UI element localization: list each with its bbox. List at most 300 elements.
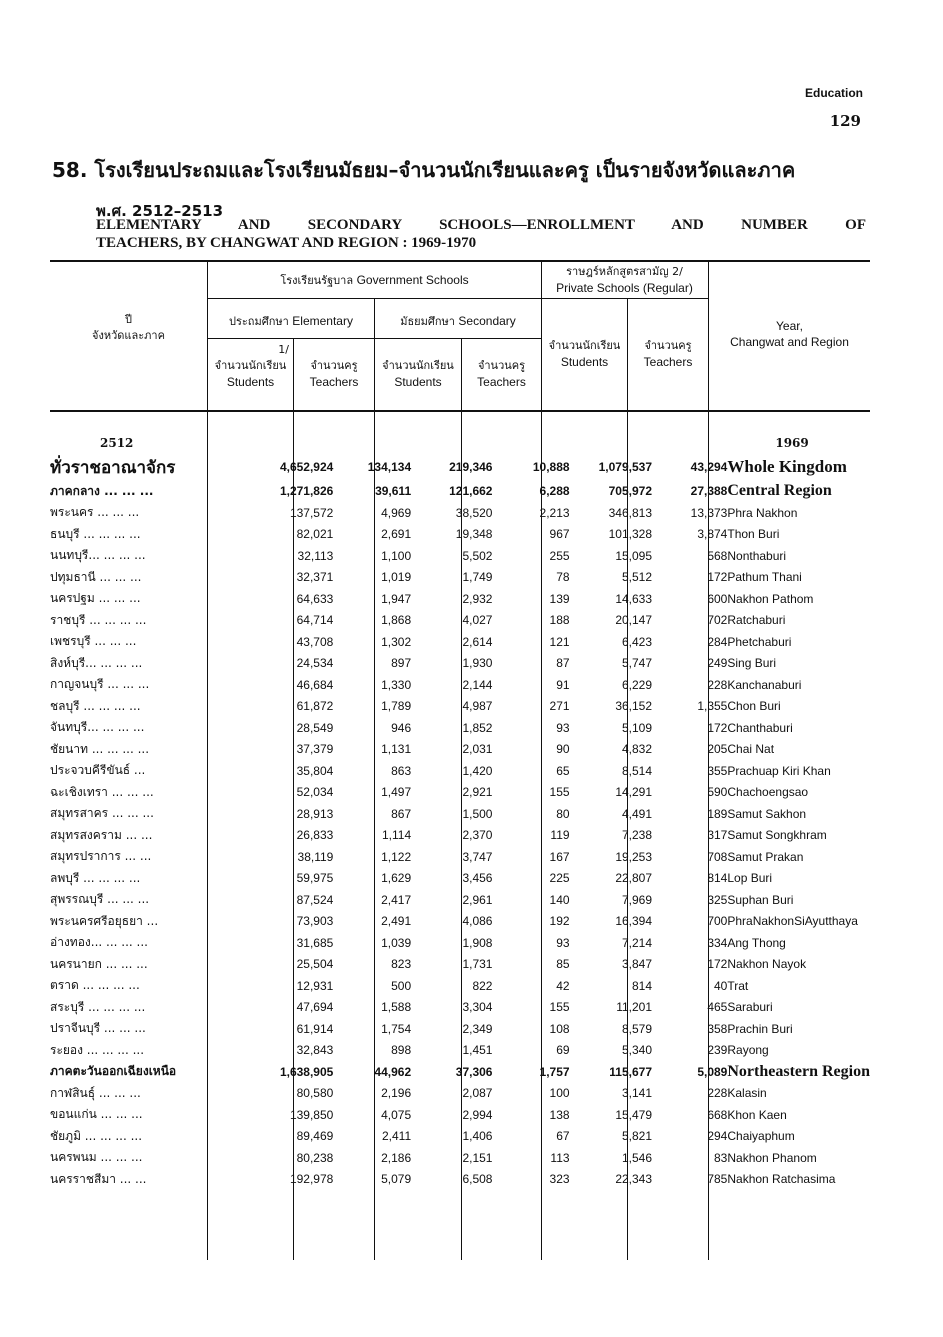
cell-value: 1,497	[381, 785, 412, 800]
cell-value: 3,456	[462, 871, 493, 886]
row-label-thai: สุพรรณบุรี ... ... ...	[50, 892, 150, 907]
table-row	[50, 911, 870, 933]
row-label-thai: สิงห์บุรี... ... ... ...	[50, 655, 143, 670]
cell-value: 1,546	[621, 1150, 653, 1165]
cell-value: 5,512	[621, 570, 653, 585]
cell-value: 1,131	[381, 742, 412, 757]
cell-value: 2,370	[462, 828, 493, 843]
cell-value: 5,340	[621, 1043, 653, 1058]
row-label-english: Rayong	[727, 1043, 769, 1058]
row-label-thai: สมุทรสงคราม ... ...	[50, 827, 153, 842]
header-students-en: Students	[394, 375, 442, 389]
header-private-students	[542, 338, 627, 370]
cell-value: 39,611	[375, 484, 412, 499]
cell-value: 32,371	[296, 570, 334, 585]
row-label-thai: นนทบุรี... ... ... ...	[50, 548, 146, 563]
table-row	[50, 1083, 870, 1105]
table-row	[50, 1018, 870, 1040]
row-label-thai: เพชรบุรี ... ... ...	[50, 634, 137, 649]
private-group-rule	[541, 298, 709, 299]
table-row	[50, 545, 870, 567]
cell-value: 2,921	[462, 785, 493, 800]
cell-value: 138	[549, 1107, 570, 1122]
cell-value: 3,141	[621, 1086, 653, 1101]
cell-value: 28,913	[296, 806, 334, 821]
row-label-thai: ระยอง ... ... ... ...	[50, 1042, 145, 1057]
header-left-thai: ปี	[125, 313, 132, 326]
cell-value: 8,579	[621, 1021, 653, 1036]
cell-value: 28,549	[296, 720, 334, 735]
header-elem-teachers	[294, 358, 374, 390]
row-label-english: Phetchaburi	[727, 634, 792, 649]
row-label-thai: พระนครศรีอยุธยา ...	[50, 913, 159, 928]
cell-value: 1,754	[381, 1021, 412, 1036]
table-row	[50, 1061, 870, 1083]
header-students-thai: จำนวนนักเรียน	[548, 339, 621, 352]
table-row	[50, 524, 870, 546]
cell-value: 44,962	[374, 1064, 412, 1079]
cell-value: 64,714	[296, 613, 334, 628]
cell-value: 69	[556, 1043, 570, 1058]
row-label-thai: สมุทรสาคร ... ... ...	[50, 806, 154, 821]
table-row	[50, 1104, 870, 1126]
table-title-english-line1: ELEMENTARY AND SECONDARY SCHOOLS—ENROLLMENT AND NUMBER OF	[96, 217, 866, 233]
cell-value: 22,807	[615, 871, 653, 886]
row-label-english: Trat	[727, 978, 749, 993]
page-number: 129	[829, 112, 861, 130]
cell-value: 3,747	[462, 849, 493, 864]
row-label-thai: ชัยภูมิ ... ... ... ...	[50, 1128, 143, 1143]
cell-value: 1,757	[539, 1064, 570, 1079]
header-secondary-thai: มัธยมศึกษา	[400, 315, 455, 328]
cell-value: 24,534	[296, 656, 334, 671]
cell-value: 2,491	[381, 914, 412, 929]
cell-value: 14,291	[615, 785, 653, 800]
header-secondary-en: Secondary	[458, 314, 516, 328]
cell-value: 100	[549, 1086, 570, 1101]
cell-value: 172	[707, 570, 728, 585]
table-row	[50, 739, 870, 761]
table-row	[50, 846, 870, 868]
cell-value: 2,151	[462, 1150, 493, 1165]
cell-value: 1,079,537	[598, 460, 653, 474]
table-row	[50, 481, 870, 503]
cell-value: 1,406	[462, 1129, 493, 1144]
cell-value: 2,932	[462, 591, 493, 606]
cell-value: 228	[707, 677, 728, 692]
row-label-thai: ขอนแก่น ... ... ...	[50, 1107, 143, 1122]
header-elementary-en: Elementary	[292, 314, 353, 328]
row-label-thai: ฉะเชิงเทรา ... ... ...	[50, 784, 154, 799]
cell-value: 2,411	[381, 1129, 412, 1144]
cell-value: 1,019	[381, 570, 412, 585]
header-teachers-thai: จำนวนครู	[477, 359, 526, 372]
table-row	[50, 696, 870, 718]
row-label-english: Lop Buri	[727, 871, 773, 886]
row-label-english: Prachuap Kiri Khan	[727, 763, 831, 778]
cell-value: 19,348	[455, 527, 493, 542]
table-row	[50, 760, 870, 782]
cell-value: 32,113	[297, 548, 334, 563]
cell-value: 37,379	[296, 742, 334, 757]
table-row	[50, 1147, 870, 1169]
header-bottom-rule	[50, 410, 870, 412]
cell-value: 1,908	[462, 935, 493, 950]
cell-value: 1,852	[462, 720, 493, 735]
row-label-english: Nakhon Pathom	[727, 591, 814, 606]
header-students-en: Students	[560, 355, 609, 369]
cell-value: 205	[707, 742, 728, 757]
cell-value: 73,903	[296, 914, 334, 929]
cell-value: 6,288	[539, 484, 570, 499]
cell-value: 15,479	[615, 1107, 653, 1122]
cell-value: 38,119	[297, 849, 334, 864]
header-left-thai2: จังหวัดและภาค	[92, 329, 165, 342]
table-row	[50, 825, 870, 847]
row-label-thai: สมุทรปราการ ... ...	[50, 849, 152, 864]
cell-value: 80,238	[296, 1150, 334, 1165]
row-label-english: Chaiyaphum	[727, 1129, 795, 1144]
cell-value: 172	[707, 957, 728, 972]
cell-value: 814	[707, 871, 728, 886]
cell-value: 6,508	[462, 1172, 493, 1187]
cell-value: 192	[549, 914, 570, 929]
table-title-english-line2: TEACHERS, BY CHANGWAT AND REGION : 1969-1970	[96, 235, 477, 251]
cell-value: 822	[472, 978, 493, 993]
table-row	[50, 803, 870, 825]
cell-value: 1,868	[381, 613, 412, 628]
row-label-thai: ภาคตะวันออกเฉียงเหนือ	[50, 1064, 177, 1079]
cell-value: 167	[549, 849, 570, 864]
cell-value: 15,095	[615, 548, 653, 563]
cell-value: 1,638,905	[279, 1064, 334, 1079]
cell-value: 465	[707, 1000, 728, 1015]
table-title-thai: 58. โรงเรียนประถมและโรงเรียนมัธยม–จำนวนนักเรียนและครู เป็นรายจังหวัดและภาค	[52, 158, 796, 182]
header-elem-students	[208, 342, 293, 390]
cell-value: 27,388	[690, 484, 728, 499]
cell-value: 1,731	[462, 957, 493, 972]
row-label-english: Nonthaburi	[727, 548, 787, 563]
cell-value: 1,947	[381, 591, 412, 606]
cell-value: 192,978	[289, 1172, 334, 1187]
cell-value: 4,969	[381, 505, 412, 520]
table-row	[50, 454, 870, 481]
cell-value: 3,874	[697, 527, 728, 542]
cell-value: 1,629	[381, 871, 412, 886]
header-students-thai: จำนวนนักเรียน	[214, 359, 287, 372]
row-label-english: Chachoengsao	[727, 785, 809, 800]
cell-value: 334	[707, 935, 728, 950]
cell-value: 52,034	[296, 785, 334, 800]
cell-value: 61,914	[296, 1021, 334, 1036]
cell-value: 317	[707, 828, 728, 843]
cell-value: 897	[391, 656, 412, 671]
row-label-english: Whole Kingdom	[727, 457, 847, 476]
cell-value: 91	[556, 677, 570, 692]
header-left	[50, 312, 207, 344]
cell-value: 700	[707, 914, 728, 929]
row-label-english: Central Region	[727, 482, 832, 500]
row-label-english: Chon Buri	[727, 699, 781, 714]
cell-value: 172	[707, 720, 728, 735]
cell-value: 26,833	[296, 828, 334, 843]
header-private-en: Private Schools (Regular)	[556, 281, 693, 295]
cell-value: 219,346	[449, 460, 493, 474]
cell-value: 85	[556, 957, 570, 972]
table-row	[50, 932, 870, 954]
cell-value: 139	[549, 591, 570, 606]
row-label-thai: ราชบุรี ... ... ... ...	[50, 612, 147, 627]
cell-value: 1,500	[462, 806, 493, 821]
cell-value: 4,027	[462, 613, 493, 628]
cell-value: 82,021	[296, 527, 334, 542]
cell-value: 3,847	[621, 957, 653, 972]
header-sec-teachers	[462, 358, 541, 390]
cell-value: 814	[631, 978, 653, 993]
cell-value: 80,580	[296, 1086, 334, 1101]
cell-value: 1,789	[381, 699, 412, 714]
table-row	[50, 1040, 870, 1062]
cell-value: 87,524	[296, 892, 334, 907]
cell-value: 32,843	[296, 1043, 334, 1058]
data-table-body	[50, 432, 870, 1190]
header-right-changwat: Changwat and Region	[730, 335, 849, 349]
cell-value: 1,420	[462, 763, 493, 778]
cell-value: 284	[707, 634, 728, 649]
year-en: 1969	[775, 435, 809, 450]
cell-value: 228	[707, 1086, 728, 1101]
row-label-english: Samut Songkhram	[727, 828, 827, 843]
row-label-thai: ตราด ... ... ... ...	[50, 978, 140, 993]
cell-value: 6,423	[621, 634, 653, 649]
row-label-thai: ธนบุรี ... ... ... ...	[50, 526, 141, 541]
year-thai: 2512	[100, 435, 134, 450]
header-teachers-en: Teachers	[643, 355, 693, 369]
year-row	[50, 432, 870, 454]
row-label-english: Thon Buri	[727, 527, 780, 542]
row-label-thai: ภาคกลาง ... ... ...	[50, 483, 154, 498]
cell-value: 38,520	[455, 505, 493, 520]
cell-value: 4,652,924	[279, 460, 334, 474]
cell-value: 2,691	[381, 527, 412, 542]
header-teachers-thai: จำนวนครู	[310, 359, 358, 372]
cell-value: 2,213	[539, 505, 570, 520]
cell-value: 1,930	[462, 656, 493, 671]
row-label-english: Suphan Buri	[727, 892, 794, 907]
cell-value: 1,100	[381, 548, 412, 563]
cell-value: 7,214	[621, 935, 653, 950]
cell-value: 13,373	[690, 505, 728, 520]
cell-value: 64,633	[296, 591, 334, 606]
data-table	[50, 432, 870, 1190]
cell-value: 59,975	[296, 871, 334, 886]
cell-value: 5,502	[462, 548, 493, 563]
cell-value: 4,075	[381, 1107, 412, 1122]
cell-value: 121,662	[449, 484, 493, 499]
cell-value: 1,039	[381, 935, 412, 950]
cell-value: 43,708	[296, 634, 334, 649]
section-label: Education	[804, 86, 863, 100]
cell-value: 121	[549, 634, 570, 649]
cell-value: 346,813	[608, 505, 653, 520]
header-top-rule	[50, 260, 870, 262]
row-label-english: Khon Kaen	[727, 1107, 787, 1122]
cell-value: 8,514	[621, 763, 653, 778]
cell-value: 22,343	[615, 1172, 653, 1187]
table-row	[50, 1126, 870, 1148]
cell-value: 1,355	[697, 699, 728, 714]
row-label-english: Nakhon Ratchasima	[727, 1172, 836, 1187]
cell-value: 294	[707, 1129, 728, 1144]
header-elementary-thai: ประถมศึกษา	[229, 315, 289, 328]
cell-value: 967	[549, 527, 570, 542]
cell-value: 113	[550, 1150, 570, 1165]
cell-value: 5,821	[621, 1129, 653, 1144]
row-label-thai: นครปฐม ... ... ...	[50, 591, 141, 606]
header-right-year: Year,	[776, 319, 803, 333]
row-label-english: Chai Nat	[727, 742, 775, 757]
header-teachers-en: Teachers	[477, 375, 526, 389]
cell-value: 5,109	[621, 720, 653, 735]
row-label-english: Nakhon Phanom	[727, 1150, 817, 1165]
cell-value: 189	[707, 806, 728, 821]
row-label-thai: จันทบุรี... ... ... ...	[50, 720, 145, 735]
cell-value: 705,972	[608, 484, 653, 499]
cell-value: 708	[707, 849, 728, 864]
cell-value: 867	[391, 806, 412, 821]
header-students-thai: จำนวนนักเรียน	[382, 359, 454, 372]
cell-value: 139,850	[289, 1107, 334, 1122]
table-row	[50, 997, 870, 1019]
table-row	[50, 782, 870, 804]
table-row	[50, 610, 870, 632]
row-label-english: Northeastern Region	[727, 1062, 870, 1080]
cell-value: 20,147	[615, 613, 653, 628]
cell-value: 5,079	[381, 1172, 412, 1187]
row-label-english: PhraNakhonSiAyutthaya	[727, 914, 858, 929]
cell-value: 1,302	[381, 634, 412, 649]
header-government	[208, 272, 541, 289]
table-row	[50, 889, 870, 911]
row-label-english: Samut Prakan	[727, 849, 804, 864]
row-label-thai: กาฬสินธุ์ ... ... ...	[50, 1085, 141, 1100]
row-label-english: Kanchanaburi	[727, 677, 802, 692]
cell-value: 2,031	[462, 742, 493, 757]
table-row	[50, 653, 870, 675]
cell-value: 65	[556, 763, 570, 778]
header-private-thai: ราษฎร์หลักสูตรสามัญ 2/	[566, 265, 683, 278]
header-students-en: Students	[226, 375, 275, 389]
row-label-thai: ชลบุรี ... ... ... ...	[50, 698, 141, 713]
cell-value: 43,294	[690, 460, 728, 474]
row-label-english: Ratchaburi	[727, 613, 786, 628]
cell-value: 1,114	[381, 828, 412, 843]
cell-value: 239	[707, 1043, 728, 1058]
cell-value: 12,931	[296, 978, 334, 993]
cell-value: 5,747	[621, 656, 653, 671]
cell-value: 115,677	[609, 1064, 653, 1079]
cell-value: 823	[391, 957, 412, 972]
cell-value: 61,872	[296, 699, 334, 714]
header-sec-students	[375, 358, 461, 390]
footnote-1: 1/	[278, 343, 289, 356]
cell-value: 355	[707, 763, 728, 778]
cell-value: 80	[556, 806, 570, 821]
row-label-thai: นครนายก ... ... ...	[50, 956, 148, 971]
cell-value: 358	[707, 1021, 728, 1036]
row-label-thai: อ่างทอง... ... ... ...	[50, 935, 148, 950]
cell-value: 1,330	[381, 677, 412, 692]
row-label-english: Saraburi	[727, 1000, 773, 1015]
cell-value: 500	[391, 978, 412, 993]
cell-value: 4,987	[462, 699, 493, 714]
header-elementary	[208, 313, 374, 330]
cell-value: 101,328	[608, 527, 653, 542]
table-row	[50, 631, 870, 653]
cell-value: 325	[707, 892, 728, 907]
cell-value: 140	[549, 892, 570, 907]
cell-value: 11,201	[616, 1000, 653, 1015]
cell-value: 898	[391, 1043, 412, 1058]
table-row	[50, 588, 870, 610]
cell-value: 668	[707, 1107, 728, 1122]
cell-value: 83	[714, 1150, 728, 1165]
cell-value: 19,253	[615, 849, 653, 864]
cell-value: 155	[549, 785, 570, 800]
cell-value: 119	[550, 828, 570, 843]
cell-value: 134,134	[367, 460, 412, 474]
cell-value: 40	[714, 978, 728, 993]
row-label-thai: สระบุรี ... ... ... ...	[50, 999, 146, 1014]
cell-value: 1,451	[462, 1043, 493, 1058]
cell-value: 137,572	[289, 505, 334, 520]
cell-value: 89,469	[296, 1129, 334, 1144]
table-row	[50, 717, 870, 739]
cell-value: 2,349	[462, 1021, 493, 1036]
cell-value: 10,888	[532, 460, 570, 474]
header-teachers-thai: จำนวนครู	[644, 339, 692, 352]
cell-value: 2,144	[462, 677, 493, 692]
cell-value: 1,588	[381, 1000, 412, 1015]
cell-value: 67	[556, 1129, 570, 1144]
row-label-thai: พระนคร ... ... ...	[50, 505, 140, 520]
row-label-thai: ชัยนาท ... ... ... ...	[50, 741, 150, 756]
cell-value: 863	[391, 763, 412, 778]
cell-value: 93	[556, 935, 570, 950]
cell-value: 7,238	[621, 828, 653, 843]
cell-value: 590	[707, 785, 728, 800]
cell-value: 568	[707, 548, 728, 563]
cell-value: 36,152	[615, 699, 653, 714]
cell-value: 155	[549, 1000, 570, 1015]
cell-value: 271	[549, 699, 570, 714]
row-label-english: Chanthaburi	[727, 720, 793, 735]
cell-value: 90	[556, 742, 570, 757]
cell-value: 2,186	[381, 1150, 412, 1165]
cell-value: 37,306	[455, 1064, 493, 1079]
header-right	[709, 318, 870, 350]
row-label-english: Pathum Thani	[727, 570, 802, 585]
cell-value: 25,504	[296, 957, 334, 972]
cell-value: 4,491	[621, 806, 653, 821]
row-label-thai: นครพนม ... ... ...	[50, 1150, 143, 1165]
row-label-english: Nakhon Nayok	[727, 957, 807, 972]
cell-value: 2,087	[462, 1086, 493, 1101]
cell-value: 946	[391, 720, 412, 735]
row-label-english: Phra Nakhon	[727, 505, 798, 520]
cell-value: 35,804	[296, 763, 334, 778]
header-private-teachers	[628, 338, 708, 370]
